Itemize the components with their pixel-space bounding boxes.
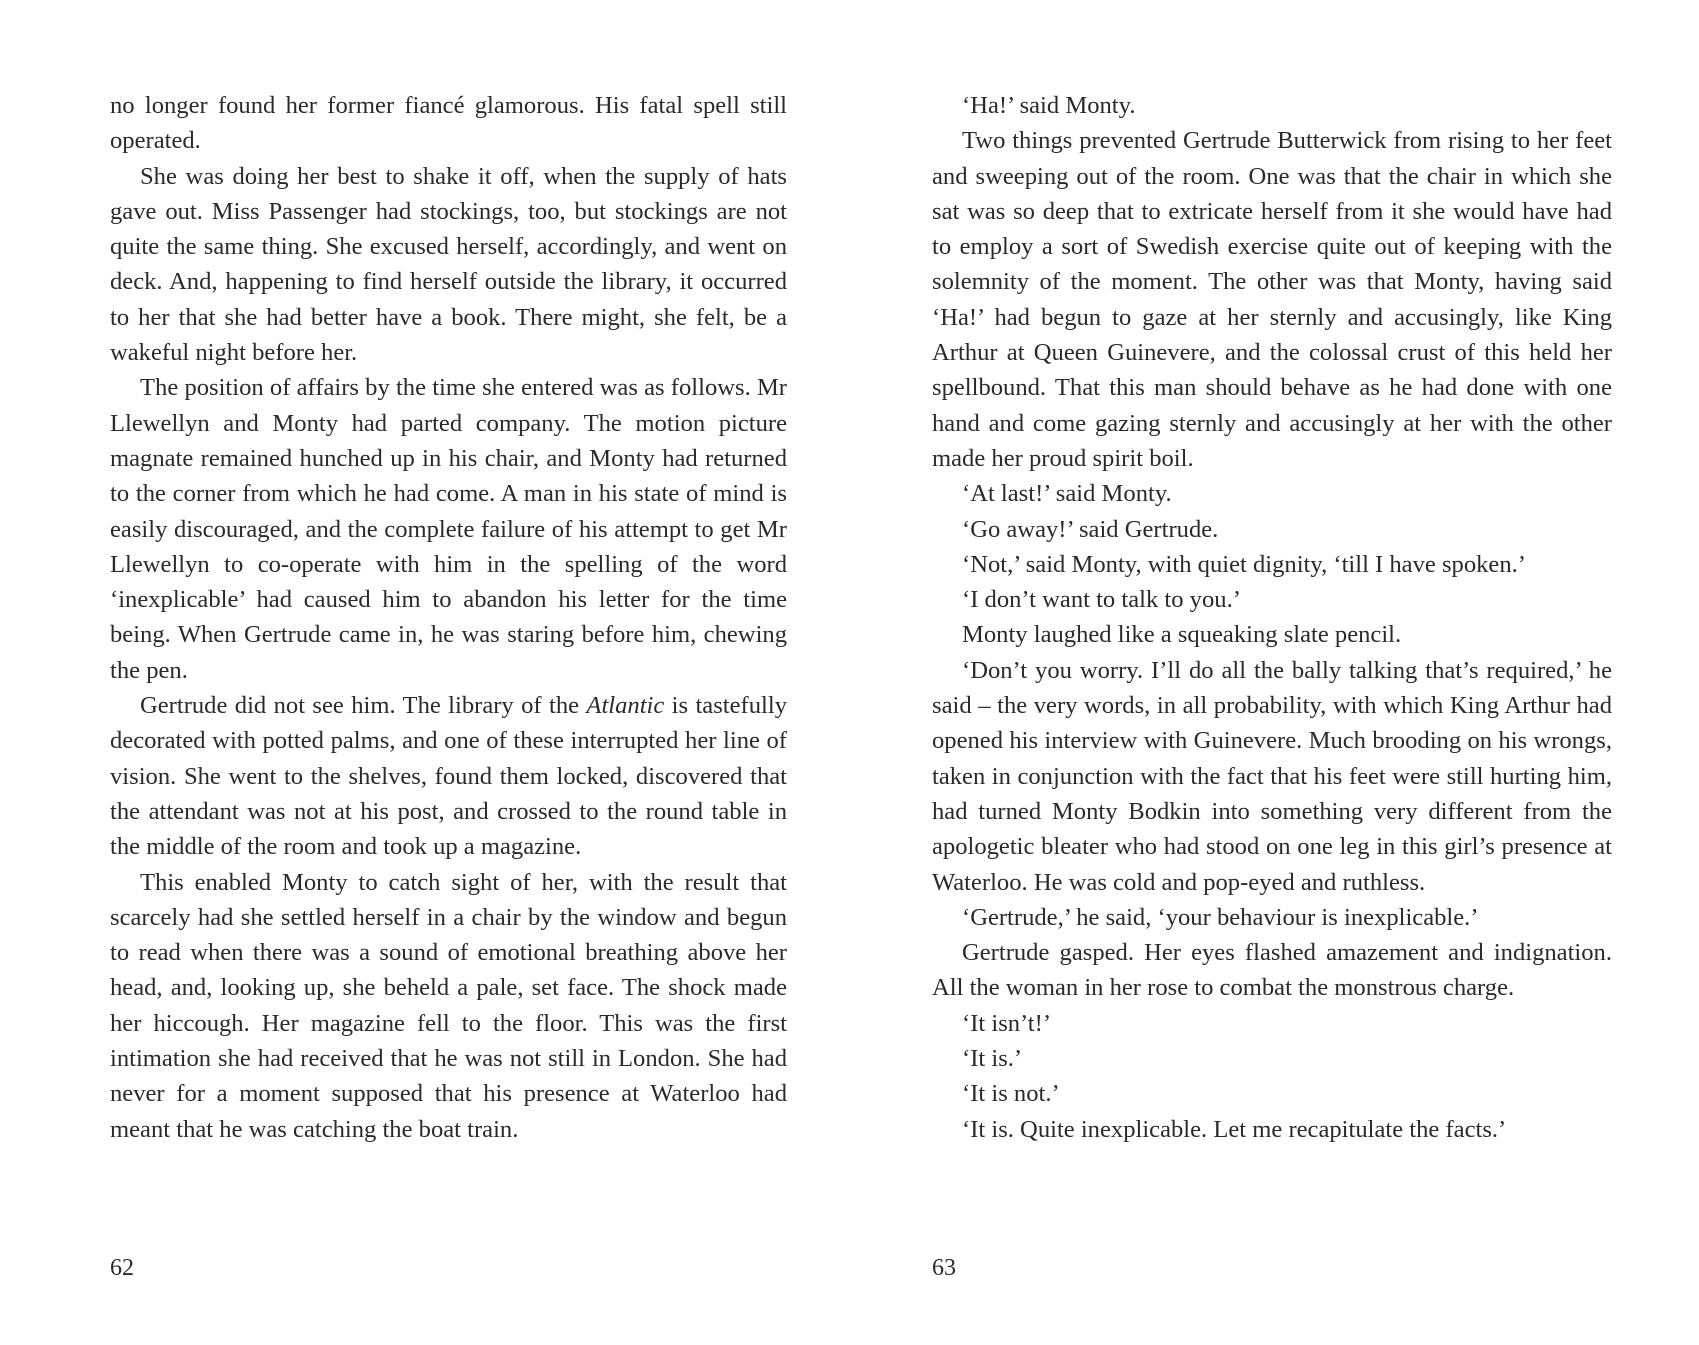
paragraph: ‘Gertrude,’ he said, ‘your behaviour is inexplicable.’ [962,903,1479,931]
paragraph: ‘It isn’t!’ [962,1009,1052,1037]
paragraph: ‘Not,’ said Monty, with quiet dignity, ‘till I have spoken.’ [962,550,1526,578]
right-page-text [932,88,1612,1147]
paragraph: no longer found her former fiancé glamorous. His fatal spell still operated. [110,92,787,155]
paragraph-text: Gertrude did not see him. The library of the [140,692,587,720]
page-number-left: 62 [110,1255,134,1281]
paragraph: ‘It is not.’ [962,1080,1060,1108]
paragraph-text: is tastefully decorated with potted palms, and one of these interrupted her line of vision. She went to the shelves, found them locked, discovered that the attendant was not at his post, and crossed to the round table in the middle of the room and took up a magazine. [110,692,787,861]
paragraph: Monty laughed like a squeaking slate pencil. [962,621,1402,649]
left-page-text [110,88,787,1147]
paragraph: She was doing her best to shake it off, when the supply of hats gave out. Miss Passenger had stockings, too, but stockings are not quite the same thing. She excused herself, accordingly, and went on deck. And, happening to find herself outside the library, it occurred to her that she had better have a book. There might, she felt, be a wakeful night before her. [110,162,787,367]
paragraph: This enabled Monty to catch sight of her, with the result that scarcely had she settled herself in a chair by the window and begun to read when there was a sound of emotional breathing above her head, and, looking up, she beheld a pale, set face. The shock made her hiccough. Her magazine fell to the floor. This was the first intimation she had received that he was not still in London. She had never for a moment supposed that his presence at Waterloo had meant that he was catching the boat train. [110,868,787,1143]
ship-name: Atlantic [586,692,665,720]
paragraph: ‘At last!’ said Monty. [962,480,1172,508]
paragraph: ‘It is.’ [962,1045,1023,1073]
paragraph: ‘Don’t you worry. I’ll do all the bally talking that’s required,’ he said – the very words, in all probability, with which King Arthur had opened his interview with Guinevere. Much brooding on his wrongs, taken in conjunction with the fact that his feet were still hurting him, had turned Monty Bodkin into something very different from the apologetic bleater who had stood on one leg in this girl’s presence at Waterloo. He was cold and pop-eyed and ruthless. [932,656,1612,896]
paragraph [110,688,787,864]
paragraph: The position of affairs by the time she entered was as follows. Mr Llewellyn and Monty had parted company. The motion picture magnate remained hunched up in his chair, and Monty had returned to the corner from which he had come. A man in his state of mind is easily discouraged, and the complete failure of his attempt to get Mr Llewellyn to co-operate with him in the spelling of the word ‘inexplicable’ had caused him to abandon his letter for the time being. When Gertrude came in, he was staring before him, chewing the pen. [110,374,787,684]
paragraph: ‘Go away!’ said Gertrude. [962,515,1219,543]
paragraph: Two things prevented Gertrude Butterwick from rising to her feet and sweeping out of the room. One was that the chair in which she sat was so deep that to extricate herself from it she would have had to employ a sort of Swedish exercise quite out of keeping with the solemnity of the moment. The other was that Monty, having said ‘Ha!’ had begun to gaze at her sternly and accusingly, like King Arthur at Queen Guinevere, and the colossal crust of this held her spellbound. That this man should behave as he had done with one hand and come gazing sternly and accusingly at her with the other made her proud spirit boil. [932,127,1612,472]
paragraph: Gertrude gasped. Her eyes flashed amazement and indignation. All the woman in her rose to combat the monstrous charge. [932,939,1612,1002]
page-number-right: 63 [932,1255,956,1281]
paragraph: ‘It is. Quite inexplicable. Let me recapitulate the facts.’ [962,1115,1507,1143]
paragraph: ‘I don’t want to talk to you.’ [962,586,1241,614]
paragraph: ‘Ha!’ said Monty. [962,92,1136,119]
